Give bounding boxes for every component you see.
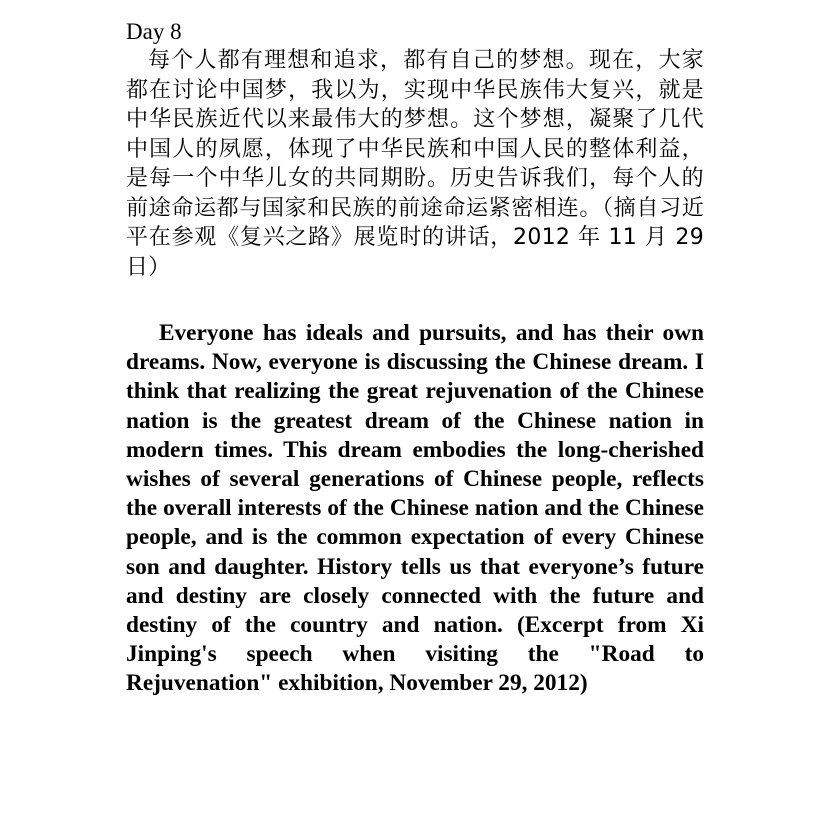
document-page xyxy=(126,18,704,699)
chinese-paragraph: 每个人都有理想和追求，都有自己的梦想。现在，大家都在讨论中国梦，我以为，实现中华民族伟大复兴，就是中华民族近代以来最伟大的梦想。这个梦想，凝聚了几代中国人的夙愿，体现了中华民族和中国人民的整体利益，是每一个中华儿女的共同期盼。历史告诉我们，每个人的前途命运都与国家和民族的前途命运紧密相连。（摘自习近平在参观《复兴之路》展览时的讲话，2012 年 11 月 29 日） xyxy=(126,48,704,280)
day-label: Day 8 xyxy=(126,19,182,44)
english-paragraph: Everyone has ideals and pursuits, and has their own dreams. Now, everyone is discussing the Chinese dream. I think that realizing the great rejuvenation of the Chinese nation is the greatest dream of the Chinese nation in modern times. This dream embodies the long-cherished wishes of several generations of Chinese people, reflects the overall interests of the Chinese nation and the Chinese people, and is the common expectation of every Chinese son and daughter. History tells us that everyone’s future and destiny are closely connected with the future and destiny of the country and nation. (Excerpt from Xi Jinping's speech when visiting the "Road to Rejuvenation" exhibition, November 29, 2012) xyxy=(126,320,704,697)
